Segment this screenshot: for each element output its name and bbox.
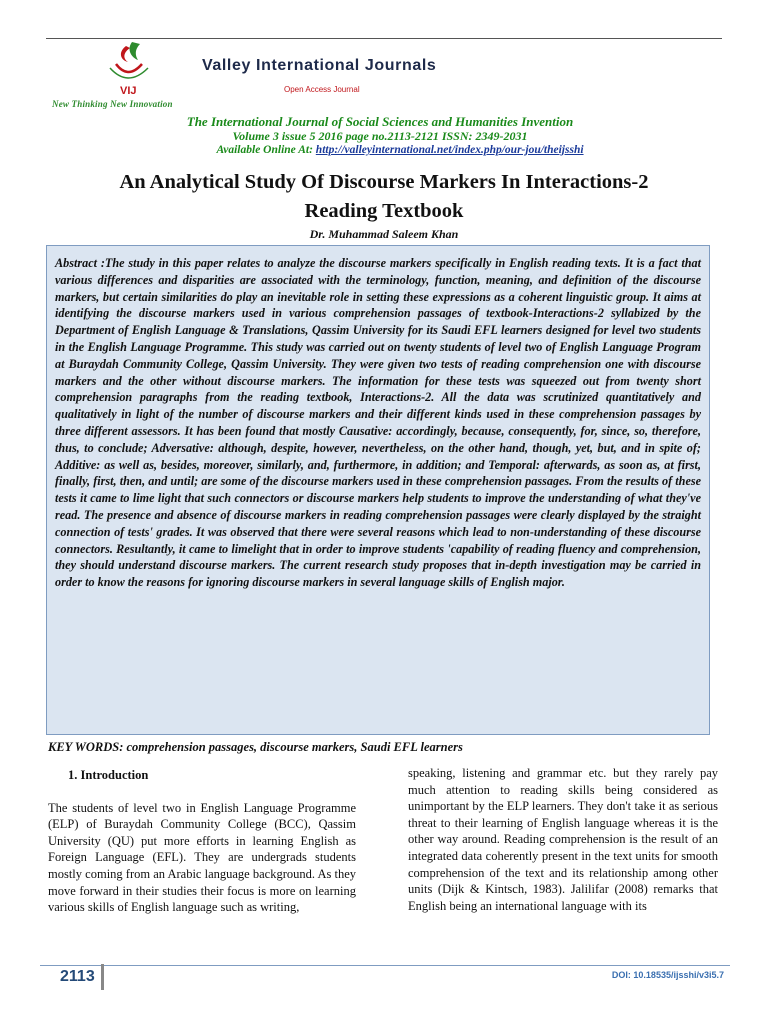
title-line-1: An Analytical Study Of Discourse Markers In Interactions-2 bbox=[119, 171, 649, 193]
article-title bbox=[0, 168, 768, 226]
logo-text: VIJ bbox=[120, 85, 137, 97]
keywords-line: KEY WORDS: comprehension passages, discourse markers, Saudi EFL learners bbox=[48, 740, 463, 754]
volume-line: Volume 3 issue 5 2016 page no.2113-2121 ISSN: 2349-2031 bbox=[232, 129, 528, 143]
body-column-left bbox=[48, 765, 356, 916]
publisher-name: Valley International Journals bbox=[202, 57, 437, 74]
open-access-label: Open Access Journal bbox=[284, 85, 360, 94]
abstract-text: Abstract :The study in this paper relates to analyze the discourse markers specifically in English reading texts. It is a fact that various differences and disparities are associated with the terminology, function, meaning, and definition of the discourse markers, but certain similarities do play an inevitable role in setting these expressions as a coherent linguistic group. It aims at identifying the discourse markers used in various comprehension passages of textbook-Interactions-2 syllabized by the Department of English Language & Translations, Qassim University for its Saudi EFL learners designed for level two students in the English Language Programme. This study was carried out on twenty students of level two of English Language Program at Buraydah Community College, Qassim University. They were given two tests of reading comprehension one with discourse markers and the other without discourse markers. The information for these tests was squeezed out from twenty short comprehension paragraphs from the reading textbook, Interactions-2. All the data was scrutinized quantitatively and qualitatively in light of the number of discourse markers and their different kinds used in these comprehension passages by three different assessors. It has been found that mostly Causative: accordingly, because, consequently, for, since, so, therefore, thus, to conclude; Adversative: although, despite, however, nevertheless, on the other hand, though, yet, but, and in spite of; Additive: as well as, besides, moreover, similarly, and, furthermore, in addition; and Temporal: afterwards, as soon as, at first, finally, first, then, and until; are some of the discourse markers used in these comprehension passages. From the results of these tests it came to lime light that such connectors or discourse markers help students to improve the understanding of what they've read. The presence and absence of discourse markers in reading comprehension passages were clearly displayed by the straight connection of tests' grades. It was observed that there were several reasons which lead to non-understanding of these discourse connectors. Resultantly, it came to limelight that in order to improve students 'capability of reading fluency and comprehension, they should understand discourse markers. The current research study proposes that in-depth investigation may be carried in order to know the reasons for ignoring discourse markers in several language skills of English major. bbox=[55, 256, 701, 590]
doi-label: DOI: 10.18535/ijsshi/v3i5.7 bbox=[611, 970, 724, 980]
section-heading-introduction: 1. Introduction bbox=[68, 768, 149, 782]
intro-paragraph-left: The students of level two in English Language Programme (ELP) of Buraydah Community College (BCC), Qassim University (QU) put more efforts in learning English as Foreign Language (EFL). They are undergrads students mostly coming from an Arabic language background. As they move forward in their studies their focus is more on learning various skills of English language such as writing, bbox=[48, 800, 356, 915]
abstract-box bbox=[46, 245, 710, 735]
page-number: 2113 bbox=[54, 964, 104, 990]
title-line-2: Reading Textbook bbox=[304, 200, 464, 222]
available-label: Available Online At: bbox=[216, 144, 313, 156]
journal-url-link[interactable]: http://valleyinternational.net/index.php/our-jou/theijsshi bbox=[315, 144, 584, 156]
author-name: Dr. Muhammad Saleem Khan bbox=[309, 227, 459, 241]
publisher-tagline: New Thinking New Innovation bbox=[52, 99, 173, 109]
body-column-right bbox=[408, 765, 718, 914]
intro-paragraph-right: speaking, listening and grammar etc. but they rarely pay much attention to reading skills being considered as unimportant by the ELP learners. They don't take it as serious threat to their learning of English language whereas it is the other way around. Reading comprehension is the result of an integrated data coherently present in the text units for smooth comprehension of the text and its relationship among other units (Dijk & Kintsch, 1983). Jalilifar (2008) remarks that English being an international language with its bbox=[408, 766, 718, 913]
footer-rule bbox=[40, 965, 730, 966]
journal-full-title: The International Journal of Social Sciences and Humanities Invention bbox=[186, 114, 574, 129]
availability-line bbox=[16, 144, 768, 156]
